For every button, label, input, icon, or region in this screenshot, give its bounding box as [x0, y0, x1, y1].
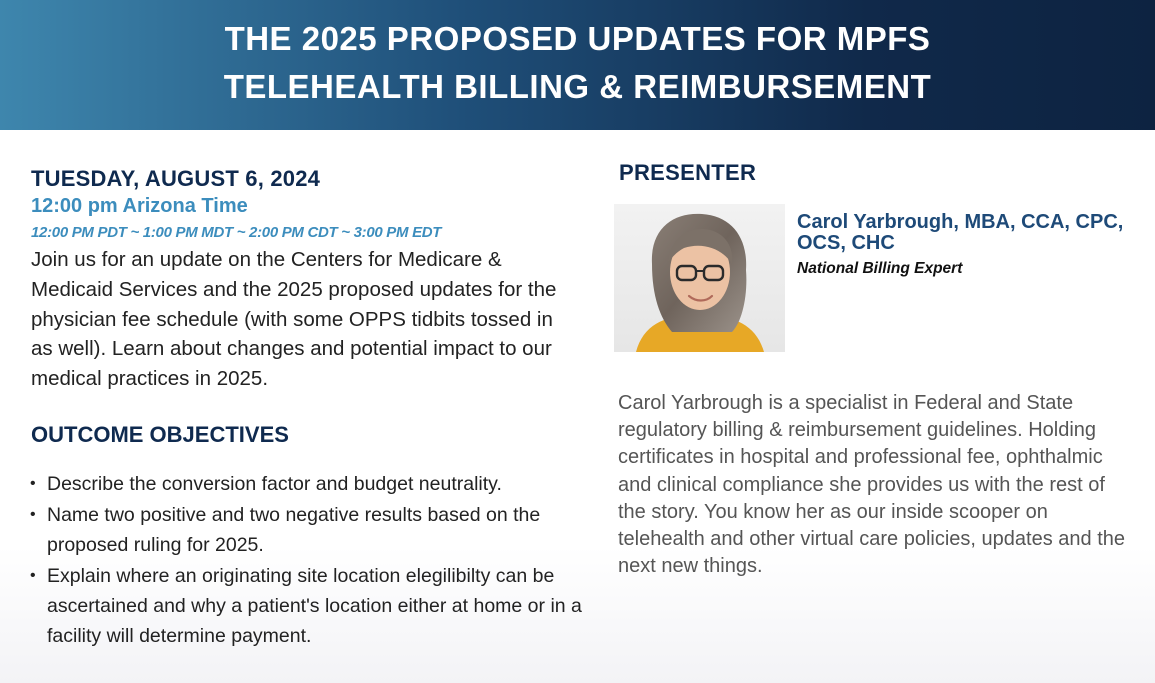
presenter-photo — [614, 204, 785, 352]
objective-text: Explain where an originating site location elegilibilty can be ascertained and why a patient's location either at home or in a facility will determine payment. — [47, 564, 582, 647]
presenter-column — [618, 160, 1139, 578]
objective-item — [31, 469, 591, 499]
objective-item — [31, 500, 591, 560]
bullet-icon: • — [30, 566, 36, 584]
presenter-heading: PRESENTER — [619, 160, 757, 185]
title-banner — [0, 0, 1155, 130]
event-time: 12:00 pm Arizona Time — [31, 195, 248, 217]
event-description: Join us for an update on the Centers for Medicare & Medicaid Services and the 2025 proposed updates for the physician fee schedule (with some OPPS tidbits tossed in as well). Learn about changes and potential impact to our medical practices in 2025. — [31, 248, 557, 391]
banner-title-line-1: THE 2025 PROPOSED UPDATES FOR MPFS — [224, 20, 931, 57]
objective-item — [31, 561, 591, 651]
objective-text: Name two positive and two negative results based on the proposed ruling for 2025. — [47, 503, 541, 556]
banner-title-line-2: TELEHEALTH BILLING & REIMBURSEMENT — [223, 68, 932, 105]
bullet-icon: • — [30, 505, 36, 523]
objectives-list — [31, 469, 591, 651]
presenter-title: National Billing Expert — [797, 260, 963, 277]
objectives-heading: OUTCOME OBJECTIVES — [31, 421, 289, 447]
event-date: TUESDAY, AUGUST 6, 2024 — [31, 166, 321, 191]
presenter-bio: Carol Yarbrough is a specialist in Federal and State regulatory billing & reimbursement guidelines. Holding certificates in hospital and professional fee, ophthalmic and clinical compliance she provides us with the rest of the story. You know her as our inside scooper on telehealth and other virtual care policies, updates and the next new things. — [618, 392, 1126, 578]
event-time-zones: 12:00 PM PDT ~ 1:00 PM MDT ~ 2:00 PM CDT ~ 3:00 PM EDT — [31, 224, 442, 241]
presenter-name: Carol Yarbrough, MBA, CCA, CPC, OCS, CHC — [797, 211, 1124, 254]
bullet-icon: • — [30, 474, 36, 492]
event-details-column — [31, 166, 591, 652]
objective-text: Describe the conversion factor and budget neutrality. — [47, 472, 502, 495]
